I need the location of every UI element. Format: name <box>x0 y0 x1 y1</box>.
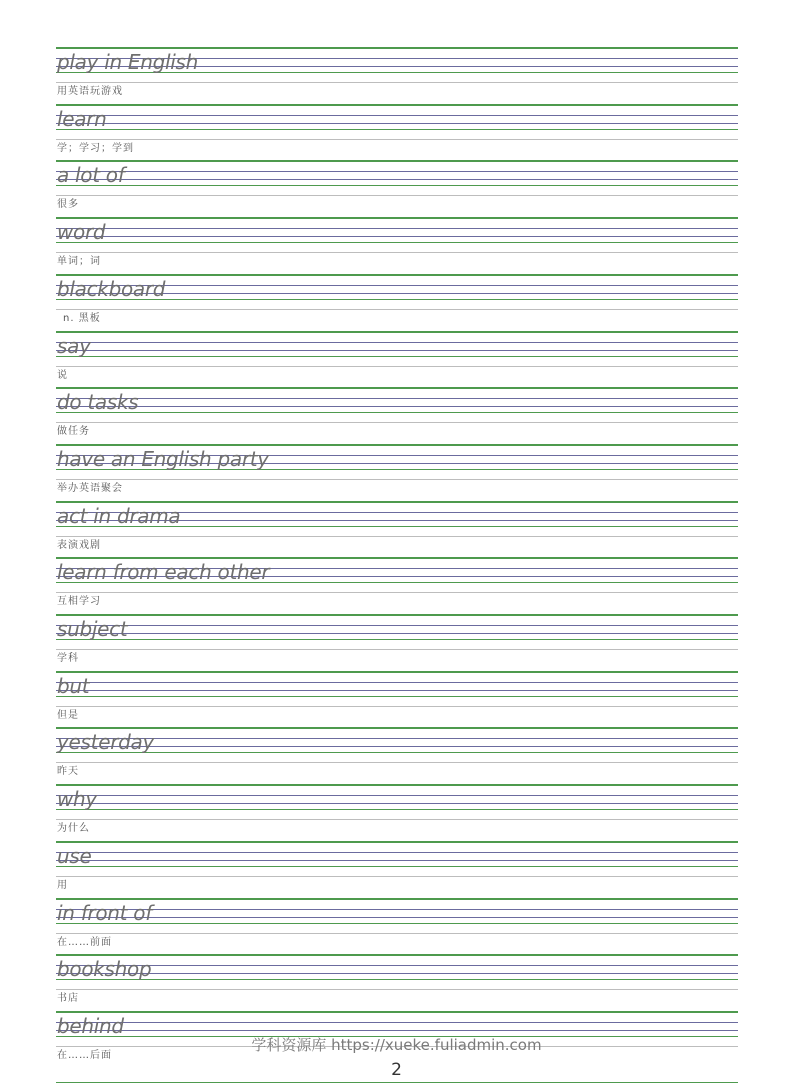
guide-line <box>56 979 738 980</box>
vocab-entry <box>56 387 738 444</box>
guide-line <box>56 795 738 796</box>
guide-line <box>56 746 738 747</box>
vocab-entry <box>56 671 738 728</box>
vocab-meaning: 单词；词 <box>57 256 101 267</box>
guide-line <box>56 82 738 83</box>
guide-line <box>56 171 738 172</box>
guide-line <box>56 752 738 753</box>
vocab-entry <box>56 841 738 898</box>
guide-line <box>56 841 738 843</box>
guide-line <box>56 852 738 853</box>
guide-line <box>56 639 738 640</box>
vocab-meaning: 互相学习 <box>57 596 101 607</box>
guide-line <box>56 479 738 480</box>
guide-line <box>56 954 738 956</box>
vocab-word: why <box>57 787 97 811</box>
guide-line <box>56 115 738 116</box>
guide-line <box>56 819 738 820</box>
vocab-word: play in English <box>57 50 199 74</box>
guide-line <box>56 727 738 729</box>
vocab-entry <box>56 784 738 841</box>
guide-line <box>56 592 738 593</box>
vocab-entry <box>56 331 738 388</box>
guide-line <box>56 195 738 196</box>
guide-line <box>56 104 738 106</box>
guide-line <box>56 876 738 877</box>
guide-line <box>56 179 738 180</box>
guide-line <box>56 185 738 186</box>
guide-line <box>56 649 738 650</box>
guide-line <box>56 706 738 707</box>
guide-line <box>56 309 738 310</box>
guide-line <box>56 366 738 367</box>
vocab-word: say <box>57 334 91 358</box>
guide-line <box>56 1011 738 1013</box>
vocab-word: have an English party <box>57 447 269 471</box>
vocab-meaning: 做任务 <box>57 426 90 437</box>
guide-line <box>56 398 738 399</box>
vocab-word: use <box>57 844 92 868</box>
guide-line <box>56 412 738 413</box>
guide-line <box>56 228 738 229</box>
vocab-meaning: 很多 <box>57 199 79 210</box>
guide-line <box>56 1022 738 1023</box>
guide-line <box>56 242 738 243</box>
guide-line <box>56 625 738 626</box>
guide-line <box>56 917 738 918</box>
bottom-guide-line <box>56 1082 738 1083</box>
guide-line <box>56 682 738 683</box>
guide-line <box>56 614 738 616</box>
guide-line <box>56 252 738 253</box>
vocab-word: word <box>57 220 106 244</box>
vocab-entry <box>56 444 738 501</box>
guide-line <box>56 422 738 423</box>
vocab-entry <box>56 104 738 161</box>
guide-line <box>56 129 738 130</box>
guide-line <box>56 356 738 357</box>
guide-line <box>56 406 738 407</box>
vocab-word: learn from each other <box>57 560 270 584</box>
vocab-word: in front of <box>57 901 152 925</box>
vocab-meaning: 用 <box>57 880 68 891</box>
vocab-meaning: 在……后面 <box>57 1050 112 1061</box>
guide-line <box>56 909 738 910</box>
vocab-word: bookshop <box>57 957 152 981</box>
page-number: 2 <box>391 1060 402 1080</box>
vocab-word: a lot of <box>57 163 125 187</box>
vocab-meaning: 学；学习；学到 <box>57 143 134 154</box>
vocab-entry <box>56 47 738 104</box>
vocab-meaning: 昨天 <box>57 766 79 777</box>
guide-line <box>56 973 738 974</box>
guide-line <box>56 350 738 351</box>
vocab-meaning: 说 <box>57 370 68 381</box>
guide-line <box>56 387 738 389</box>
guide-line <box>56 809 738 810</box>
vocab-entry <box>56 501 738 558</box>
vocab-entry <box>56 727 738 784</box>
guide-line <box>56 738 738 739</box>
guide-line <box>56 342 738 343</box>
vocab-meaning: 在……前面 <box>57 937 112 948</box>
guide-line <box>56 965 738 966</box>
guide-line <box>56 690 738 691</box>
vocab-entry <box>56 274 738 331</box>
guide-line <box>56 536 738 537</box>
vocab-entry <box>56 160 738 217</box>
guide-line <box>56 123 738 124</box>
guide-line <box>56 633 738 634</box>
guide-line <box>56 933 738 934</box>
guide-line <box>56 866 738 867</box>
guide-line <box>56 803 738 804</box>
vocab-word: learn <box>57 107 107 131</box>
vocab-entry <box>56 557 738 614</box>
guide-line <box>56 236 738 237</box>
guide-line <box>56 1030 738 1031</box>
vocab-entry <box>56 898 738 955</box>
guide-line <box>56 160 738 162</box>
guide-line <box>56 898 738 900</box>
vocab-word: blackboard <box>57 277 166 301</box>
guide-line <box>56 696 738 697</box>
guide-line <box>56 671 738 673</box>
watermark-text: 学科资源库 https://xueke.fuliadmin.com <box>251 1036 542 1054</box>
vocab-word: subject <box>57 617 128 641</box>
vocab-meaning: n. 黑板 <box>63 313 101 324</box>
vocab-meaning: 学科 <box>57 653 79 664</box>
vocab-entry <box>56 614 738 671</box>
guide-line <box>56 331 738 333</box>
vocab-entry <box>56 217 738 274</box>
guide-line <box>56 860 738 861</box>
guide-line <box>56 139 738 140</box>
guide-line <box>56 217 738 219</box>
vocab-meaning: 但是 <box>57 710 79 721</box>
guide-line <box>56 784 738 786</box>
guide-line <box>56 923 738 924</box>
vocab-word: yesterday <box>57 730 155 754</box>
vocab-meaning: 为什么 <box>57 823 90 834</box>
vocab-meaning: 举办英语聚会 <box>57 483 123 494</box>
vocab-entry <box>56 954 738 1011</box>
vocab-word: act in drama <box>57 504 181 528</box>
vocab-meaning: 用英语玩游戏 <box>57 86 123 97</box>
guide-line <box>56 989 738 990</box>
vocab-word: but <box>57 674 90 698</box>
guide-line <box>56 762 738 763</box>
vocab-word: do tasks <box>57 390 139 414</box>
vocab-meaning: 书店 <box>57 993 79 1004</box>
vocab-word: behind <box>57 1014 124 1038</box>
vocab-meaning: 表演戏剧 <box>57 540 101 551</box>
